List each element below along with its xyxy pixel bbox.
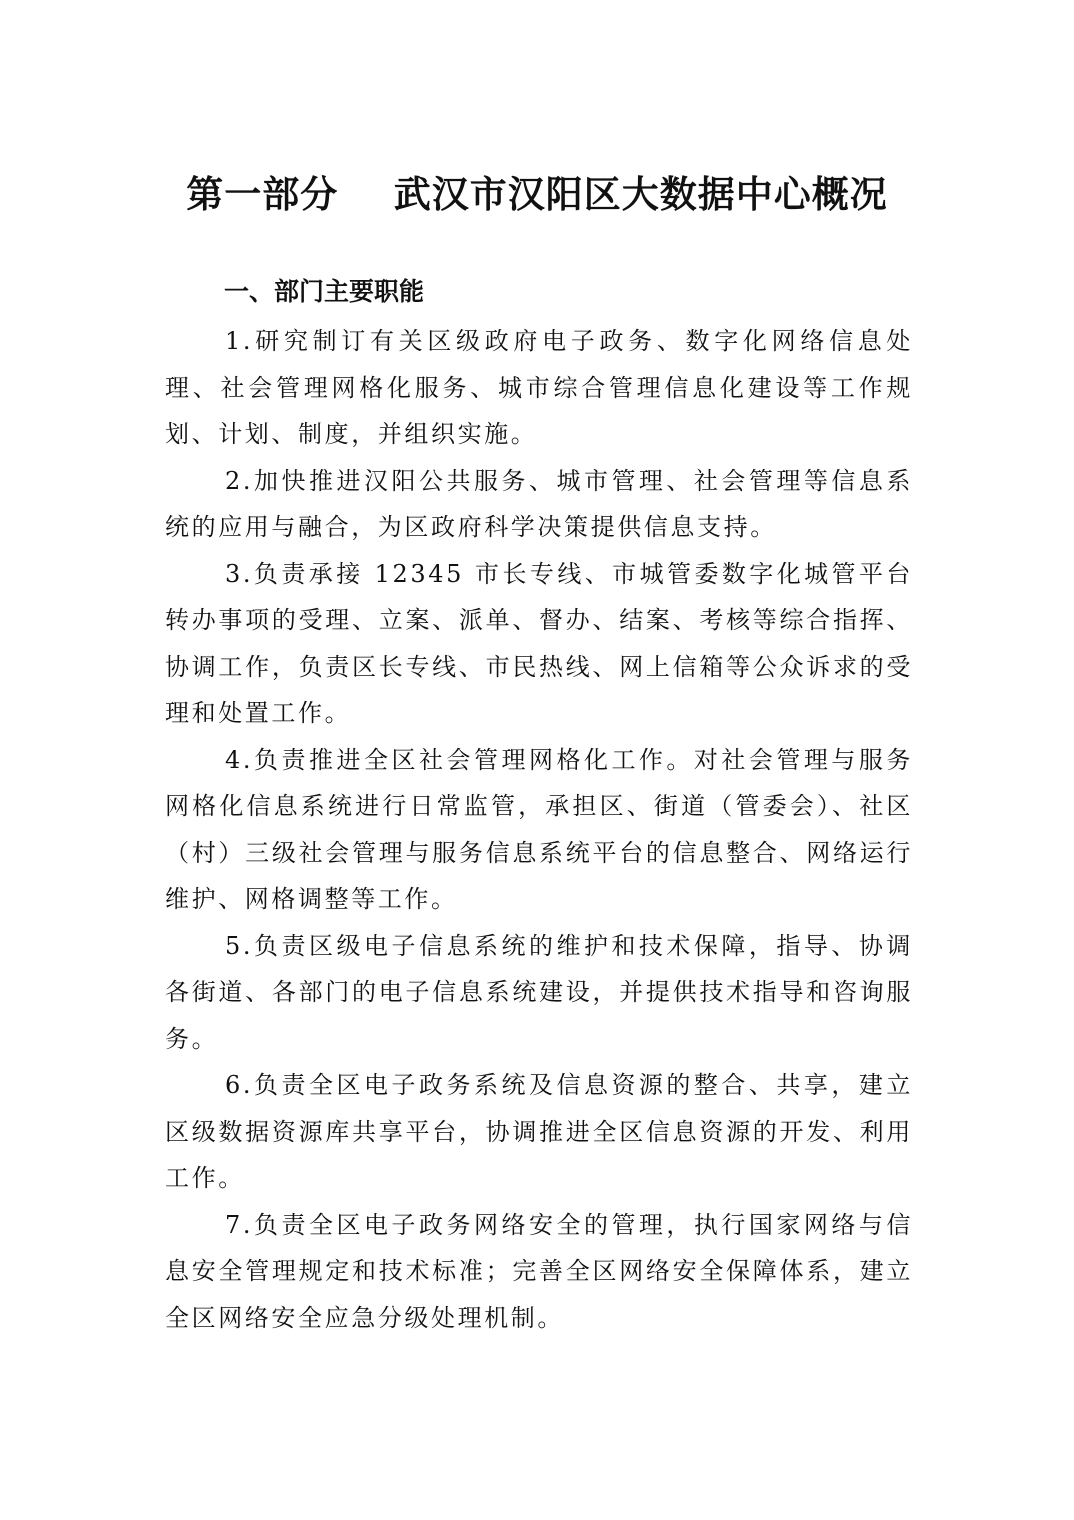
paragraph-6: 6.负责全区电子政务系统及信息资源的整合、共享，建立区级数据资源库共享平台，协调推进全区信息资源的开发、利用工作。: [165, 1071, 913, 1192]
page-title: 第一部分 武汉市汉阳区大数据中心概况: [186, 173, 888, 216]
document-body: [165, 318, 913, 1341]
section-heading: 一、部门主要职能: [224, 277, 425, 306]
paragraph-1: 1.研究制订有关区级政府电子政务、数字化网络信息处理、社会管理网格化服务、城市综合管理信息化建设等工作规划、计划、制度，并组织实施。: [165, 327, 913, 448]
paragraph-5: 5.负责区级电子信息系统的维护和技术保障，指导、协调各街道、各部门的电子信息系统建设，并提供技术指导和咨询服务。: [165, 931, 913, 1053]
paragraph-3: 3.负责承接 12345 市长专线、市城管委数字化城管平台转办事项的受理、立案、派单、督办、结案、考核等综合指挥、协调工作，负责区长专线、市民热线、网上信箱等公众诉求的受理和处置工作。: [165, 559, 913, 727]
paragraph-2: 2.加快推进汉阳公共服务、城市管理、社会管理等信息系统的应用与融合，为区政府科学决策提供信息支持。: [165, 466, 913, 541]
paragraph-7: 7.负责全区电子政务网络安全的管理，执行国家网络与信息安全管理规定和技术标准；完善全区网络安全保障体系，建立全区网络安全应急分级处理机制。: [165, 1210, 913, 1332]
paragraph-4: 4.负责推进全区社会管理网格化工作。对社会管理与服务网格化信息系统进行日常监管，承担区、街道（管委会）、社区（村）三级社会管理与服务信息系统平台的信息整合、网络运行维护、网格调整等工作。: [165, 745, 913, 913]
